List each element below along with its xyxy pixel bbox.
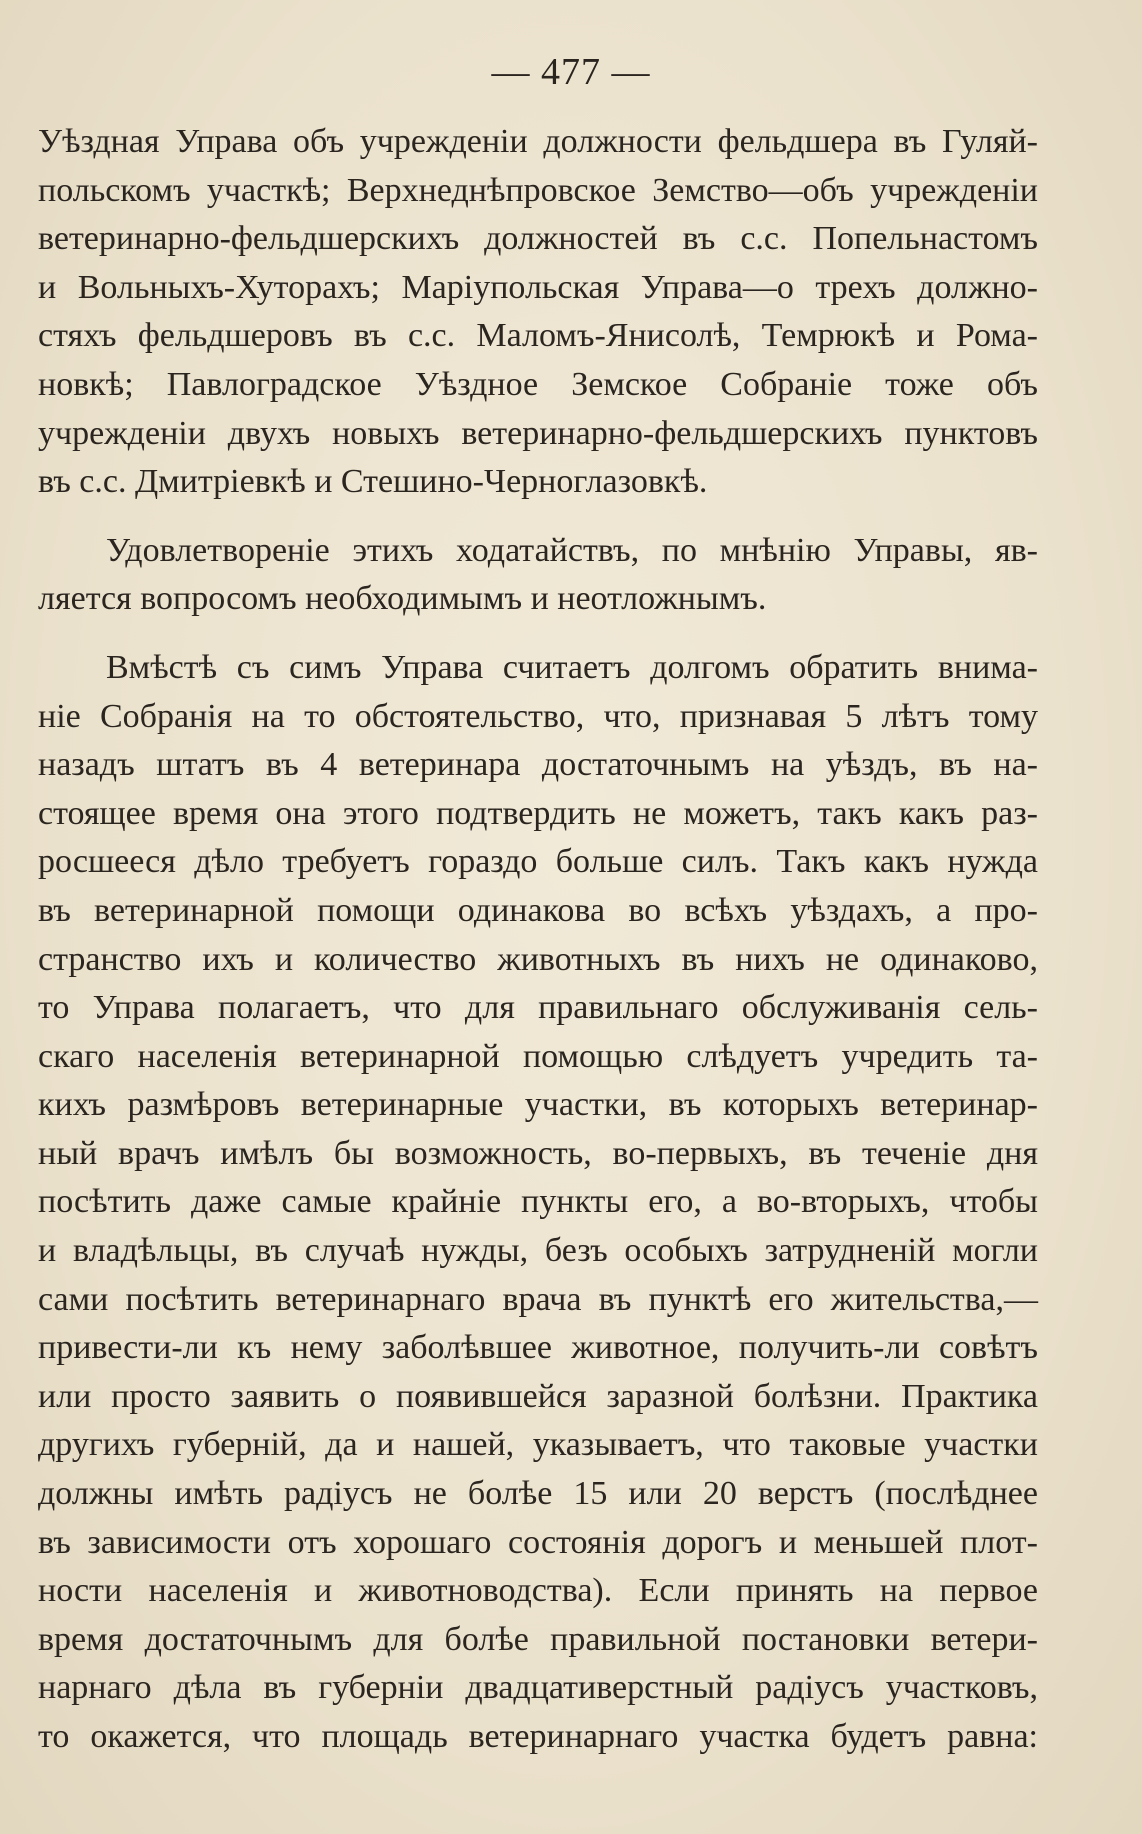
text-line: нарнаго дѣла въ губерніи двадцативерстный радіусъ участковъ, <box>38 1669 1038 1707</box>
text-line: ніе Собранія на то обстоятельство, что, признавая 5 лѣтъ тому <box>38 697 1038 735</box>
text-line: въ зависимости отъ хорошаго состоянія дорогъ и меньшей плот- <box>38 1523 1038 1561</box>
text-line: должны имѣть радіусъ не болѣе 15 или 20 верстъ (послѣднее <box>38 1475 1038 1513</box>
text-line: въ ветеринарной помощи одинакова во всѣхъ уѣздахъ, а про- <box>38 891 1038 929</box>
paragraph-3 <box>38 644 1038 1762</box>
text-line: въ с.с. Дмитріевкѣ и Стешино-Черноглазовкѣ. <box>38 463 708 501</box>
text-line: ляется вопросомъ необходимымъ и неотложнымъ. <box>38 580 767 618</box>
text-line: ный врачъ имѣлъ бы возможность, во-первыхъ, въ теченіе дня <box>38 1134 1038 1172</box>
text-line: время достаточнымъ для болѣе правильной постановки ветери- <box>38 1620 1038 1658</box>
text-line: новкѣ; Павлоградское Уѣздное Земское Собраніе тоже объ <box>38 365 1038 403</box>
text-line: стоящее время она этого подтвердить не можетъ, такъ какъ раз- <box>38 794 1038 832</box>
text-line: другихъ губерній, да и нашей, указываетъ, что таковые участки <box>38 1426 1038 1464</box>
text-line: росшееся дѣло требуетъ гораздо больше силъ. Такъ какъ нужда <box>38 843 1038 881</box>
text-line: то Управа полагаетъ, что для правильнаго обслуживанія сель- <box>38 989 1038 1027</box>
text-line: назадъ штатъ въ 4 ветеринара достаточнымъ на уѣздъ, въ на- <box>38 746 1038 784</box>
text-line: стяхъ фельдшеровъ въ с.с. Маломъ-Янисолѣ, Темрюкѣ и Рома- <box>38 317 1038 355</box>
page-number: — 477 — <box>491 51 651 93</box>
text-line: Вмѣстѣ съ симъ Управа считаетъ долгомъ обратить внима- <box>106 648 1038 686</box>
text-line: и Вольныхъ-Хуторахъ; Маріупольская Управа—о трехъ должно- <box>38 268 1038 306</box>
paragraph-gap <box>38 624 1038 644</box>
text-line: странство ихъ и количество животныхъ въ нихъ не одинаково, <box>38 940 1038 978</box>
text-line: скаго населенія ветеринарной помощью слѣдуетъ учредить та- <box>38 1037 1038 1075</box>
text-line: и владѣльцы, въ случаѣ нужды, безъ особыхъ затрудненій могли <box>38 1232 1038 1270</box>
text-line: или просто заявить о появившейся заразной болѣзни. Практика <box>38 1377 1038 1415</box>
text-line: посѣтить даже самые крайніе пункты его, а во-вторыхъ, чтобы <box>38 1183 1038 1221</box>
text-line: ности населенія и животноводства). Если принять на первое <box>38 1572 1038 1610</box>
text-line: Удовлетвореніе этихъ ходатайствъ, по мнѣнію Управы, яв- <box>106 531 1038 569</box>
text-line: то окажется, что площадь ветеринарнаго участка будетъ равна: <box>38 1718 1038 1755</box>
text-line: привести-ли къ нему заболѣвшее животное, получить-ли совѣтъ <box>38 1329 1038 1367</box>
text-line: Уѣздная Управа объ учрежденіи должности фельдшера въ Гуляй- <box>38 123 1038 160</box>
text-line: ветеринарно-фельдшерскихъ должностей въ с.с. Попельнастомъ <box>38 220 1038 258</box>
text-line: учрежденіи двухъ новыхъ ветеринарно-фельдшерскихъ пунктовъ <box>38 414 1038 452</box>
paragraph-gap <box>38 507 1038 527</box>
paragraph-2 <box>38 527 1038 624</box>
text-line: кихъ размѣровъ ветеринарные участки, въ которыхъ ветеринар- <box>38 1086 1038 1124</box>
paragraph-1 <box>38 118 1038 507</box>
text-line: сами посѣтить ветеринарнаго врача въ пунктѣ его жительства,— <box>38 1280 1038 1318</box>
text-body <box>38 118 1038 1762</box>
text-line: польскомъ участкѣ; Верхнеднѣпровское Земство—объ учрежденіи <box>38 171 1038 209</box>
